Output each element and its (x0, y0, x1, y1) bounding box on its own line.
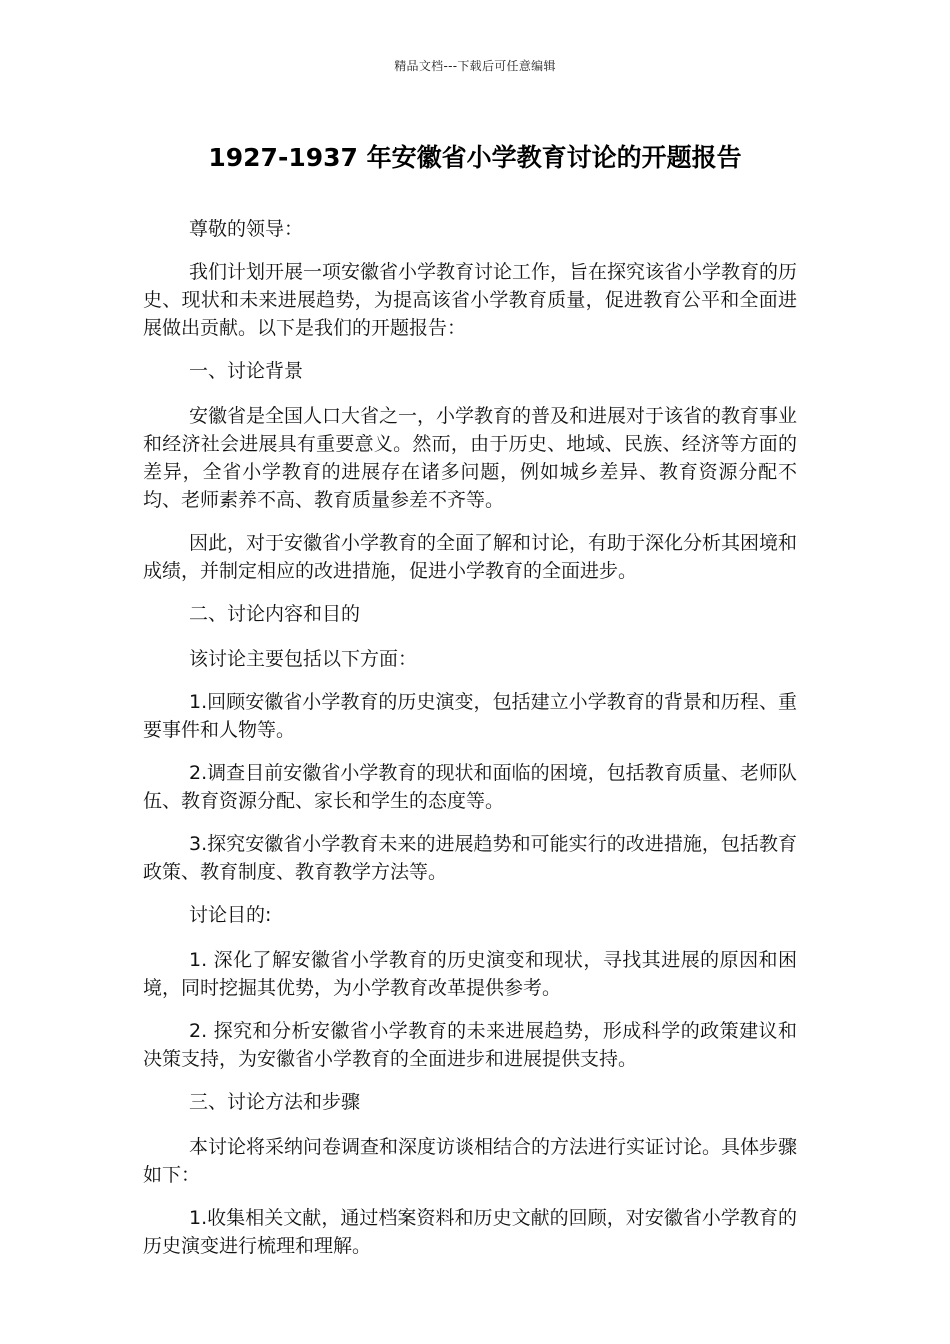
document-title: 1927-1937 年安徽省小学教育讨论的开题报告 (208, 143, 742, 172)
method-item: 1.收集相关文献，通过档案资料和历史文献的回顾，对安徽省小学教育的历史演变进行梳理和理解。 (143, 1207, 797, 1257)
purpose-item: 2. 探究和分析安徽省小学教育的未来进展趋势，形成科学的政策建议和决策支持，为安徽省小学教育的全面进步和进展提供支持。 (143, 1020, 797, 1070)
salutation: 尊敬的领导： (189, 218, 304, 240)
content-intro: 该讨论主要包括以下方面： (189, 648, 418, 670)
header-note: 精品文档---下载后可任意编辑 (394, 59, 556, 73)
content-item: 2.调查目前安徽省小学教育的现状和面临的困境，包括教育质量、老师队伍、教育资源分配、家长和学生的态度等。 (143, 762, 797, 812)
content-item: 3.探究安徽省小学教育未来的进展趋势和可能实行的改进措施，包括教育政策、教育制度、教育教学方法等。 (143, 833, 797, 883)
section-heading-background: 一、讨论背景 (189, 360, 304, 382)
section-heading-content: 二、讨论内容和目的 (189, 603, 361, 625)
method-intro: 本讨论将采纳问卷调查和深度访谈相结合的方法进行实证讨论。具体步骤如下： (143, 1136, 798, 1186)
document-body (143, 215, 797, 1275)
background-paragraph: 因此，对于安徽省小学教育的全面了解和讨论，有助于深化分析其困境和成绩，并制定相应的改进措施，促进小学教育的全面进步。 (143, 532, 798, 582)
purpose-item: 1. 深化了解安徽省小学教育的历史演变和现状，寻找其进展的原因和困境，同时挖掘其优势，为小学教育改革提供参考。 (143, 949, 797, 999)
content-item: 1.回顾安徽省小学教育的历史演变，包括建立小学教育的背景和历程、重要事件和人物等。 (143, 691, 797, 741)
background-paragraph: 安徽省是全国人口大省之一，小学教育的普及和进展对于该省的教育事业和经济社会进展具有重要意义。然而，由于历史、地域、民族、经济等方面的差异，全省小学教育的进展存在诸多问题，例如城乡差异、教育资源分配不均、老师素养不高、教育质量参差不齐等。 (143, 405, 798, 511)
purpose-heading: 讨论目的: (189, 904, 272, 926)
intro-paragraph: 我们计划开展一项安徽省小学教育讨论工作，旨在探究该省小学教育的历史、现状和未来进展趋势，为提高该省小学教育质量，促进教育公平和全面进展做出贡献。以下是我们的开题报告： (143, 261, 798, 339)
section-heading-method: 三、讨论方法和步骤 (189, 1091, 361, 1113)
